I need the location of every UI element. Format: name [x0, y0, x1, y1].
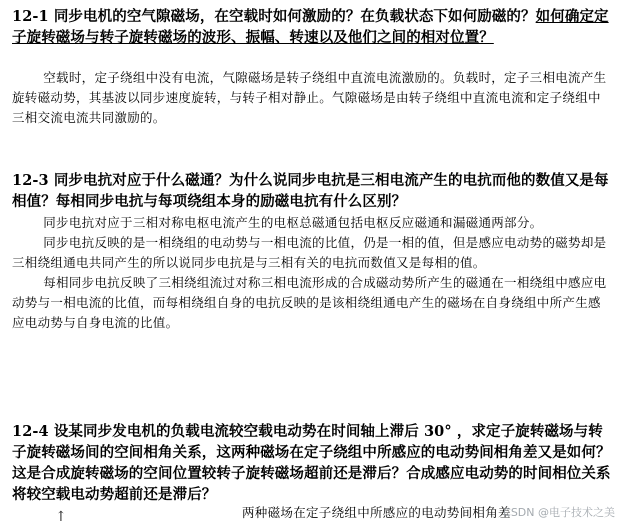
watermark: CSDN @电子技术之美: [503, 506, 615, 519]
question-12-3: 12-3 同步电抗对应于什么磁通？为什么说同步电抗是三相电流产生的电抗而他的数值又是每相值？每相同步电抗与每项绕组本身的励磁电抗有什么区别？: [12, 172, 609, 210]
answer-12-3: [12, 213, 612, 333]
answer-12-1: 空载时，定子绕组中没有电流，气隙磁场是转子绕组中直流电流激励的。负载时，定子三相电流产生旋转磁动势，其基波以同步速度旋转，与转子相对静止。气隙磁场是由转子绕组中直流电流和定子绕组中三相交流电流共同激励的。: [12, 70, 607, 125]
answer-12-3-paragraph-3: 每相同步电抗反映了三相绕组流过对称三相电流形成的合成磁动势所产生的磁通在一相绕组中感应电动势与一相电流的比值，而每相绕组自身的电抗反映的是该相绕组通电产生的磁场在自身绕组中所产生感应电动势与自身电流的比值。: [12, 275, 607, 330]
answer-12-3-paragraph-2: 同步电抗反映的是一相绕组的电动势与一相电流的比值，仍是一相的值，但是感应电动势的磁势却是三相绕组通电共同产生的所以说同步电抗是与三相有关的电抗而数值又是每相的值。: [12, 235, 607, 270]
up-arrow-icon: ↑: [55, 509, 67, 525]
answer-12-4-partial: 两种磁场在定子绕组中所感应的电动势间相角差: [242, 505, 511, 520]
question-12-1: [12, 6, 612, 48]
question-12-1-underlined-text: 如何确定定子旋转磁场与转子旋转磁场的波形、振幅、转速以及他们之间的相对位置？: [12, 8, 609, 46]
question-12-1-text: 12-1 同步电机的空气隙磁场，在空载时如何激励的？在负载状态下如何励磁的？: [12, 8, 536, 25]
answer-12-3-paragraph-1: 同步电抗对应于三相对称电枢电流产生的电枢总磁通包括电枢反应磁通和漏磁通两部分。: [43, 215, 543, 230]
question-12-4: 12-4 设某同步发电机的负载电流较空载电动势在时间轴上滞后 30° ，求定子旋转磁场与转子旋转磁场间的空间相角关系，这两种磁场在定子绕组中所感应的电动势间相角差又是如何？这是合成旋转磁场的空间位置较转子旋转磁场超前还是滞后？合成感应电动势的时间相位关系将较空载电动势超前还是滞后？: [12, 423, 611, 503]
